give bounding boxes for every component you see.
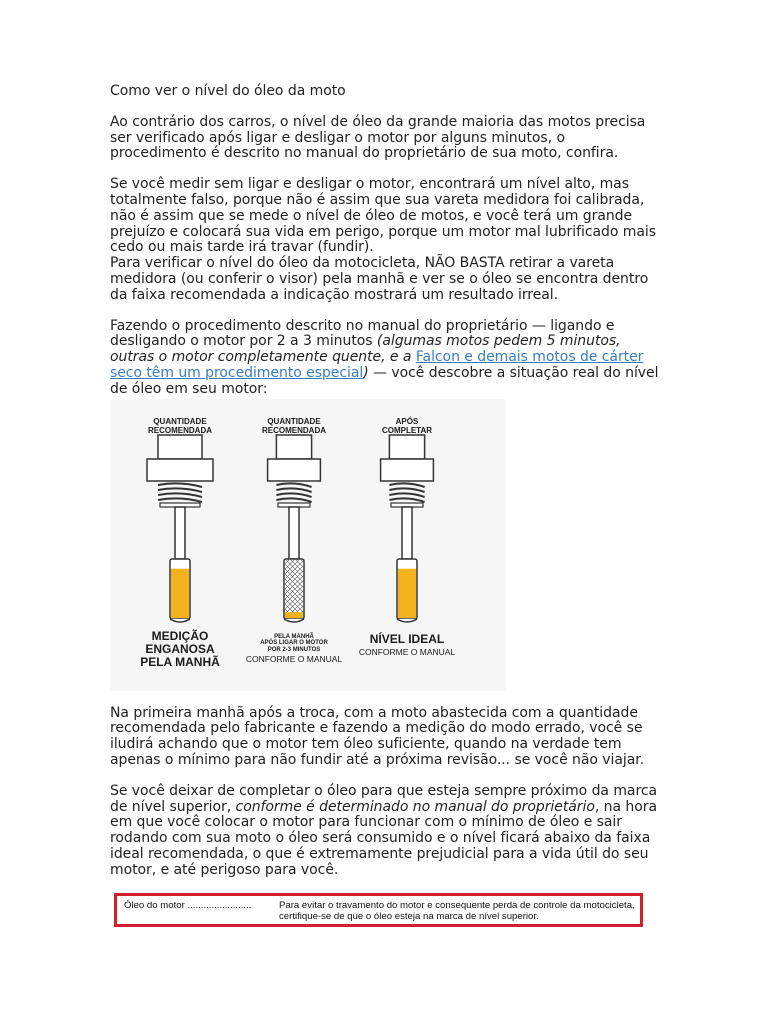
col3-thread	[389, 498, 424, 502]
procedure-text: Fazendo o procedimento descrito no manual do proprietário — ligando e desligando o motor por 2 a 3 minutos	[110, 317, 615, 350]
col3-thread	[389, 488, 424, 492]
col3-caption: NÍVEL IDEAL	[369, 631, 445, 646]
col3-tip	[397, 619, 417, 622]
col2-thread	[276, 488, 311, 492]
col1-thread	[158, 483, 202, 487]
col2-caption-line1: PELA MANHÃ	[274, 633, 314, 640]
col2-tip	[284, 619, 304, 622]
col2-caption	[234, 634, 354, 654]
col1-thread	[158, 488, 202, 492]
col2-header-line1: QUANTIDADE	[267, 416, 321, 426]
col1-thread	[158, 493, 202, 497]
col1-dipstick	[147, 435, 213, 622]
col2-oil-fill	[285, 612, 303, 618]
col3-caption-sub: CONFORME O MANUAL	[358, 646, 456, 657]
col2-caption-line2: APÓS LIGAR O MOTOR	[260, 640, 328, 647]
col2-flange	[268, 459, 321, 481]
notice-label: Óleo do motor ........................	[124, 900, 252, 911]
paragraph-false-reading: Se você medir sem ligar e desligar o motor, encontrará um nível alto, mas totalmente falso, porque não é assim que sua vareta medidora foi calibrada, não é assim que se mede o nível de óleo de motos, e você terá um grande prejuízo e colocará sua vida em perigo, porque um motor mal lubrificado mais cedo ou mais tarde irá travar (fundir).	[110, 176, 656, 256]
col1-header-line1: QUANTIDADE	[153, 416, 207, 426]
col3-stem	[402, 507, 412, 559]
col2-thread	[276, 493, 311, 497]
col1-tip	[170, 619, 190, 622]
col3-header-line1: APÓS	[395, 416, 419, 426]
col1-oil-fill	[171, 568, 189, 617]
col3-oil-fill	[398, 568, 416, 617]
paragraph-complete-oil	[110, 784, 660, 879]
col3-header	[347, 417, 467, 435]
col1-header	[120, 417, 240, 435]
col1-thread	[158, 498, 202, 502]
article-title: Como ver o nível do óleo da moto	[110, 83, 346, 99]
col1-flange	[147, 459, 213, 481]
col1-caption-line2: ENGANOSA	[145, 641, 215, 656]
col2-thread	[276, 498, 311, 502]
procedure-text-end: — você descobre a situação real do nível de óleo em seu motor:	[110, 364, 659, 397]
col2-cap	[276, 435, 311, 459]
col3-flange	[381, 459, 434, 481]
col2-gauge-hatch	[285, 560, 303, 618]
paragraph-first-morning: Na primeira manhã após a troca, com a moto abastecida com a quantidade recomendada pelo fabricante e fazendo a medição do modo errado, você se iludirá achando que o motor tem óleo suficiente, quando na verdade tem apenas o mínimo para não fundir até a próxima revisão... se você não viajar.	[110, 704, 645, 768]
col2-caption-sub: CONFORME O MANUAL	[245, 653, 343, 664]
col2-caption-line3: POR 2-3 MINUTOS	[267, 646, 321, 653]
manual-notice-box	[114, 893, 643, 927]
col1-caption-line3: PELA MANHÃ	[140, 654, 220, 669]
col2-header-line2: RECOMENDADA	[262, 425, 326, 435]
col1-cap	[158, 435, 202, 459]
col2-dipstick	[268, 435, 321, 622]
col2-thread	[276, 483, 311, 487]
procedure-italic: (algumas motos pedem 5 minutos, outras o motor completamente quente, e a	[110, 333, 621, 366]
col1-header-line2: RECOMENDADA	[148, 425, 212, 435]
complete-oil-italic: conforme é determinado no manual do proprietário	[235, 798, 595, 815]
paragraph-procedure	[110, 319, 660, 398]
col1-caption-line1: MEDIÇÃO	[151, 628, 209, 643]
col3-dipstick	[381, 435, 434, 622]
col3-thread	[389, 493, 424, 497]
falcon-procedure-link[interactable]: Falcon e demais motos de cárter seco têm um procedimento especial	[110, 349, 644, 381]
col3-thread	[389, 483, 424, 487]
procedure-italic-close: )	[363, 364, 369, 381]
col2-header	[234, 417, 354, 435]
notice-text: Para evitar o travamento do motor e consequente perda de controle da motocicleta, certifique-se de que o óleo esteja na marca de nível superior.	[279, 900, 635, 922]
article	[110, 84, 660, 879]
col1-caption	[115, 630, 245, 669]
col3-header-line2: COMPLETAR	[381, 425, 433, 435]
dipstick-illustration	[110, 399, 506, 691]
paragraph-intro: Ao contrário dos carros, o nível de óleo da grande maioria das motos precisa ser verificado após ligar e desligar o motor por alguns minutos, o procedimento é descrito no manual do proprietário de sua moto, confira.	[110, 113, 646, 162]
complete-oil-text: Se você deixar de completar o óleo para que esteja sempre próximo da marca de nível superior,	[110, 782, 658, 815]
col2-stem	[289, 507, 299, 559]
paragraph-how-to-check: Para verificar o nível do óleo da motocicleta, NÃO BASTA retirar a vareta medidora (ou conferir o visor) pela manhã e ver se o óleo se encontra dentro da faixa recomendada a indicação mostrará um resultado irreal.	[110, 255, 649, 303]
complete-oil-text-end: , na hora em que você colocar o motor para funcionar com o mínimo de óleo e sair rodando com sua moto o óleo será consumido e o nível ficará abaixo da faixa ideal recomendada, o que é extremamente prejudicial para a vida útil do seu motor, e até perigoso para você.	[110, 798, 657, 878]
col1-stem	[175, 507, 185, 559]
col3-cap	[389, 435, 424, 459]
